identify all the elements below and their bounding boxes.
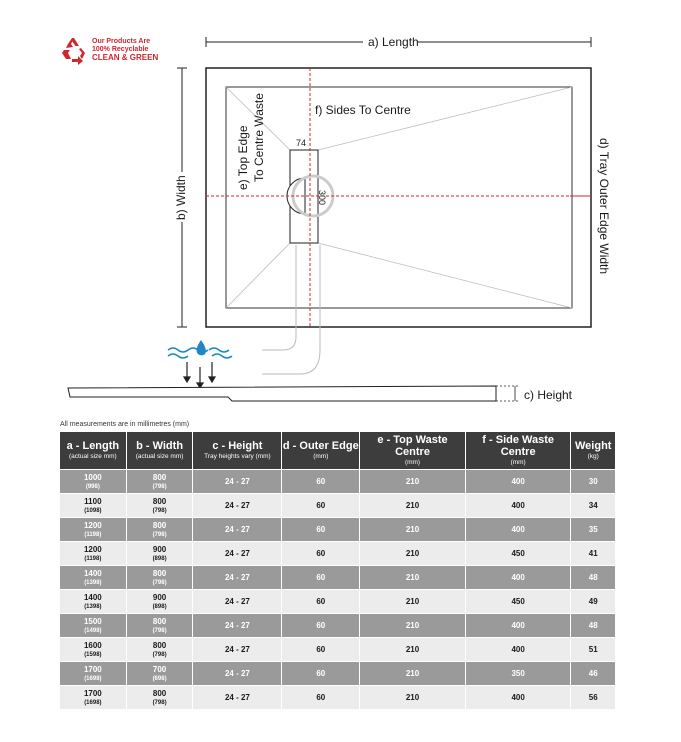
cell-top-waste-value: 210: [405, 548, 420, 558]
top-edge-label-2: To Centre Waste: [252, 93, 266, 182]
cell-weight: [571, 518, 616, 541]
cell-top-waste: [360, 590, 466, 613]
cell-top-waste-value: 210: [405, 572, 420, 582]
cell-outer-edge: [282, 638, 360, 661]
cell-side-waste-value: 450: [511, 596, 525, 606]
cell-length-value: 1200: [83, 520, 102, 530]
spec-table: [60, 431, 616, 710]
cell-outer-edge-value: 60: [316, 644, 326, 654]
cell-side-waste-value: 400: [511, 524, 525, 534]
table-row: [60, 566, 616, 589]
column-header: [193, 432, 282, 469]
table-row: [60, 494, 616, 517]
cell-top-waste: [360, 518, 466, 541]
top-edge-label-1: e) Top Edge: [236, 125, 250, 190]
cell-outer-edge: [282, 518, 360, 541]
cell-height-value: 24 - 27: [224, 596, 250, 606]
cell-height: [193, 590, 282, 613]
column-title: c - Height: [212, 440, 263, 452]
cell-top-waste-value: 210: [405, 500, 420, 510]
cell-width-actual: (898): [152, 603, 167, 610]
cell-length-actual: (1198): [84, 531, 102, 538]
cell-width-value: 800: [152, 520, 167, 530]
cell-length-value: 1600: [83, 640, 102, 650]
cell-outer-edge: [282, 494, 360, 517]
table-header-row: [60, 432, 616, 469]
cell-height-value: 24 - 27: [224, 644, 250, 654]
cell-top-waste: [360, 542, 466, 565]
cell-side-waste: [466, 566, 572, 589]
column-subtitle: (mm): [313, 453, 329, 460]
cell-length: [60, 542, 127, 565]
cell-outer-edge-value: 60: [316, 476, 326, 486]
cell-top-waste: [360, 662, 466, 685]
cell-side-waste-value: 400: [511, 692, 525, 702]
cell-width: [127, 518, 194, 541]
cell-weight-value: 51: [588, 644, 598, 654]
cell-weight: [571, 542, 616, 565]
measurement-note: All measurements are in millimetres (mm): [60, 421, 190, 428]
cell-length-actual: (998): [85, 483, 100, 490]
cell-length: [60, 566, 127, 589]
length-label: a) Length: [368, 35, 419, 49]
cell-length-value: 1500: [83, 616, 102, 626]
cell-width-value: 800: [152, 496, 167, 506]
cell-outer-edge-value: 60: [316, 500, 326, 510]
tray-inner: [226, 87, 572, 308]
cell-side-waste-value: 400: [511, 500, 525, 510]
waste-length-label: 300: [317, 190, 327, 206]
cell-top-waste: [360, 686, 466, 709]
cell-height: [193, 638, 282, 661]
cell-outer-edge-value: 60: [316, 668, 326, 678]
cell-weight-value: 35: [588, 524, 598, 534]
cell-top-waste-value: 210: [405, 668, 420, 678]
cell-height-value: 24 - 27: [224, 524, 250, 534]
cell-height: [193, 614, 282, 637]
cell-length: [60, 614, 127, 637]
cell-height: [193, 662, 282, 685]
cell-top-waste: [360, 566, 466, 589]
column-title: b - Width: [136, 440, 184, 452]
cell-width-value: 800: [152, 616, 167, 626]
column-subtitle: (actual size mm): [69, 453, 117, 460]
cell-top-waste-value: 210: [405, 620, 420, 630]
column-title: a - Length: [66, 440, 120, 452]
cell-top-waste-value: 210: [405, 596, 420, 606]
cell-length-value: 1700: [83, 664, 102, 674]
cell-top-waste: [360, 638, 466, 661]
column-subtitle: (mm): [510, 459, 526, 466]
cell-width-actual: (698): [152, 675, 167, 682]
cell-outer-edge: [282, 590, 360, 613]
cell-width-value: 800: [152, 472, 167, 482]
column-subtitle: (kg): [587, 453, 599, 460]
column-title: e - Top Waste Centre: [377, 434, 448, 458]
cell-outer-edge: [282, 470, 360, 493]
height-label: c) Height: [524, 388, 573, 402]
cell-outer-edge: [282, 542, 360, 565]
cell-width: [127, 686, 194, 709]
cell-length-value: 1700: [83, 688, 102, 698]
outer-edge-label: d) Tray Outer Edge Width: [597, 138, 611, 275]
cell-width-value: 900: [152, 592, 167, 602]
cell-length-value: 1400: [83, 568, 102, 578]
cell-weight-value: 30: [588, 476, 598, 486]
cell-height: [193, 542, 282, 565]
cell-height: [193, 494, 282, 517]
cell-side-waste: [466, 662, 572, 685]
cell-height-value: 24 - 27: [224, 572, 250, 582]
column-title: d - Outer Edge: [282, 440, 359, 452]
table-row: [60, 470, 616, 493]
tray-profile: [68, 386, 496, 401]
cell-top-waste-value: 210: [405, 644, 420, 654]
cell-weight-value: 48: [588, 572, 598, 582]
cell-length: [60, 638, 127, 661]
cell-width-actual: (798): [152, 579, 167, 586]
cell-length-actual: (1698): [84, 675, 102, 682]
cell-weight: [571, 614, 616, 637]
cell-height-value: 24 - 27: [224, 500, 250, 510]
cell-width-actual: (798): [152, 531, 167, 538]
cell-length-actual: (1598): [84, 651, 102, 658]
cell-weight: [571, 638, 616, 661]
waste-pipe: [262, 245, 320, 374]
cell-side-waste-value: 450: [511, 548, 525, 558]
cell-width-value: 700: [152, 664, 167, 674]
column-header: [360, 432, 466, 469]
waste-width-label: 74: [296, 138, 307, 148]
table-row: [60, 518, 616, 541]
column-subtitle: (mm): [404, 459, 421, 466]
cell-top-waste: [360, 494, 466, 517]
cell-side-waste: [466, 638, 572, 661]
column-header: [127, 432, 194, 469]
cell-height: [193, 470, 282, 493]
cell-width: [127, 566, 194, 589]
column-subtitle: Tray heights vary (mm): [204, 453, 271, 460]
cell-height-value: 24 - 27: [224, 620, 250, 630]
logo-line-2: 100% Recyclable: [92, 46, 149, 53]
cell-side-waste-value: 400: [511, 620, 525, 630]
cell-length-actual: (1398): [84, 603, 102, 610]
cell-side-waste-value: 350: [511, 668, 525, 678]
cell-width: [127, 614, 194, 637]
cell-outer-edge: [282, 566, 360, 589]
cell-length: [60, 494, 127, 517]
cell-length: [60, 590, 127, 613]
cell-width-value: 800: [152, 640, 167, 650]
cell-width: [127, 470, 194, 493]
cell-length-value: 1000: [83, 472, 102, 482]
cell-length: [60, 686, 127, 709]
cell-weight-value: 46: [588, 668, 598, 678]
cell-side-waste: [466, 614, 572, 637]
cell-height-value: 24 - 27: [224, 692, 250, 702]
table-body: [60, 470, 616, 709]
cell-height: [193, 518, 282, 541]
cell-height: [193, 566, 282, 589]
cell-width-value: 800: [152, 688, 167, 698]
logo-line-1: Our Products Are: [92, 38, 151, 45]
cell-length-value: 1100: [84, 496, 102, 506]
cell-side-waste: [466, 470, 572, 493]
cell-width: [127, 662, 194, 685]
cell-outer-edge-value: 60: [316, 596, 326, 606]
table-row: [60, 662, 616, 685]
cell-top-waste-value: 210: [405, 692, 420, 702]
cell-length: [60, 470, 127, 493]
cell-side-waste-value: 400: [511, 644, 525, 654]
sides-label: f) Sides To Centre: [315, 103, 411, 117]
cell-length-value: 1400: [83, 592, 102, 602]
cell-weight-value: 41: [588, 548, 598, 558]
water-icon: [168, 340, 232, 358]
table-row: [60, 686, 616, 709]
cell-length: [60, 662, 127, 685]
cell-length-actual: (1698): [84, 699, 102, 706]
cell-outer-edge-value: 60: [316, 620, 326, 630]
cell-height-value: 24 - 27: [224, 668, 250, 678]
cell-outer-edge: [282, 614, 360, 637]
cell-weight-value: 48: [588, 620, 598, 630]
column-title: Weight: [575, 440, 612, 452]
cell-weight: [571, 686, 616, 709]
column-header: [466, 432, 572, 469]
cell-length-actual: (1498): [84, 627, 102, 634]
cell-length-actual: (1098): [84, 507, 102, 514]
cell-top-waste: [360, 470, 466, 493]
cell-width-actual: (898): [152, 555, 167, 562]
cell-width-value: 900: [152, 544, 167, 554]
cell-width-actual: (798): [152, 507, 167, 514]
cell-height-value: 24 - 27: [224, 476, 250, 486]
cell-weight-value: 56: [588, 692, 598, 702]
cell-width-actual: (798): [152, 483, 167, 490]
cell-width-actual: (798): [152, 699, 167, 706]
cell-top-waste-value: 210: [405, 476, 420, 486]
cell-weight: [571, 494, 616, 517]
cell-weight: [571, 662, 616, 685]
cell-length-value: 1200: [83, 544, 102, 554]
table-row: [60, 638, 616, 661]
cell-side-waste: [466, 590, 572, 613]
cell-outer-edge-value: 60: [316, 548, 326, 558]
cell-length: [60, 518, 127, 541]
cell-side-waste: [466, 518, 572, 541]
cell-side-waste: [466, 686, 572, 709]
cell-width: [127, 542, 194, 565]
cell-outer-edge-value: 60: [316, 692, 326, 702]
table-row: [60, 542, 616, 565]
cell-weight-value: 34: [588, 500, 598, 510]
width-label: b) Width: [174, 175, 188, 220]
cell-side-waste: [466, 494, 572, 517]
cell-weight: [571, 470, 616, 493]
cell-width: [127, 494, 194, 517]
column-title: f - Side Waste Centre: [482, 434, 555, 458]
cell-width-value: 800: [152, 568, 167, 578]
table-row: [60, 614, 616, 637]
cell-side-waste-value: 400: [511, 476, 525, 486]
column-header: [60, 432, 127, 469]
cell-side-waste: [466, 542, 572, 565]
cell-weight: [571, 590, 616, 613]
cell-length-actual: (1398): [84, 579, 102, 586]
cell-outer-edge-value: 60: [316, 524, 326, 534]
column-header: [282, 432, 360, 469]
cell-width-actual: (798): [152, 627, 167, 634]
cell-height: [193, 686, 282, 709]
cell-top-waste: [360, 614, 466, 637]
cell-length-actual: (1198): [84, 555, 102, 562]
height-dimension: [496, 386, 518, 401]
cell-outer-edge-value: 60: [316, 572, 326, 582]
table-row: [60, 590, 616, 613]
cell-outer-edge: [282, 662, 360, 685]
cell-side-waste-value: 400: [511, 572, 525, 582]
cell-top-waste-value: 210: [405, 524, 420, 534]
down-arrows: [184, 362, 215, 388]
cell-width-actual: (798): [152, 651, 167, 658]
cell-outer-edge: [282, 686, 360, 709]
cell-weight-value: 49: [588, 596, 598, 606]
column-subtitle: (actual size mm): [135, 453, 184, 460]
cell-width: [127, 638, 194, 661]
cell-weight: [571, 566, 616, 589]
fall-lines: [226, 87, 572, 308]
logo-line-3: CLEAN & GREEN: [92, 53, 159, 62]
cell-height-value: 24 - 27: [224, 548, 250, 558]
cell-width: [127, 590, 194, 613]
column-header: [571, 432, 616, 469]
